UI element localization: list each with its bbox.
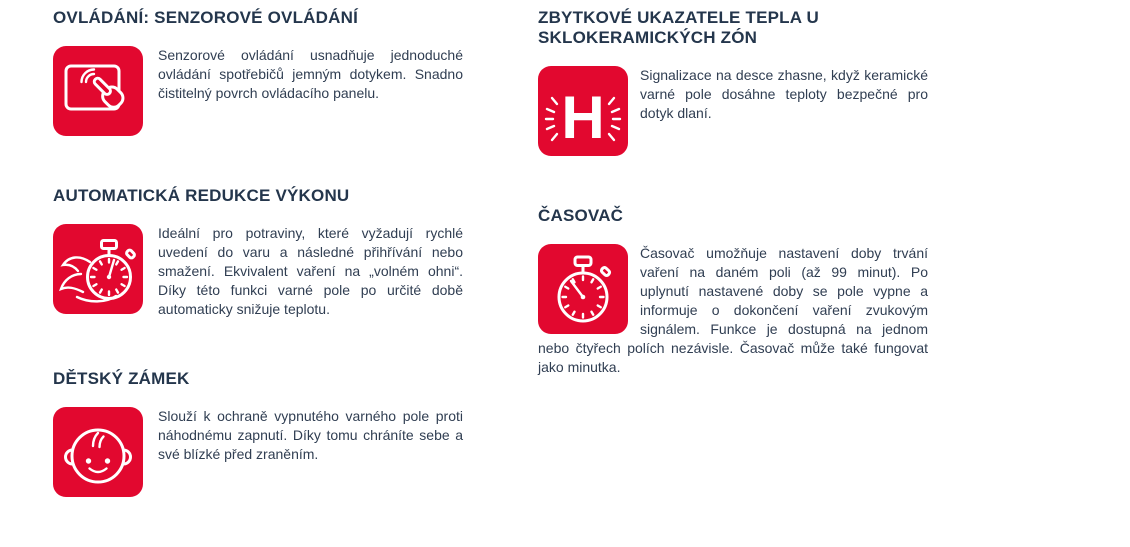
feature-power-reduction <box>53 186 463 319</box>
feature-timer <box>538 206 928 377</box>
feature-heading: ČASOVAČ <box>538 206 624 225</box>
feature-child-lock <box>53 369 463 497</box>
child-lock-icon <box>53 407 143 497</box>
feature-body <box>538 244 928 377</box>
feature-description: Signalizace na desce zhasne, když keramické varné pole dosáhne teploty bezpečné pro dotyk dlaní. <box>640 67 928 121</box>
feature-heading: DĚTSKÝ ZÁMEK <box>53 369 190 388</box>
feature-residual-heat <box>538 8 928 156</box>
feature-heading: ZBYTKOVÉ UKAZATELE TEPLA U SKLOKERAMICKÝCH ZÓN <box>538 8 819 47</box>
feature-body <box>53 407 463 497</box>
feature-description: Ideální pro potraviny, které vyžadují rychlé uvedení do varu a následné přihřívání nebo smažení. Ekvivalent vaření na „volném ohni“. Díky této funkci varné pole po určité době automaticky snižuje teplotu. <box>158 225 463 317</box>
feature-heading: AUTOMATICKÁ REDUKCE VÝKONU <box>53 186 350 205</box>
feature-heading: OVLÁDÁNÍ: SENZOROVÉ OVLÁDÁNÍ <box>53 8 359 27</box>
feature-description: Časovač umožňuje nastavení doby trvání vaření na daném poli (až 99 minut). Po uplynutí nastavené doby se pole vypne a informuje o dokončení vaření zvukovým signálem. Funkce je dostupná na jednom nebo čtyřech polích nezávisle. Časovač může také fungovat jako minutka. <box>538 245 928 375</box>
feature-sensor-control <box>53 8 463 136</box>
feature-body <box>538 66 928 156</box>
feature-description: Senzorové ovládání usnadňuje jednoduché ovládání spotřebičů jemným dotykem. Snadno čistitelný povrch ovládacího panelu. <box>158 47 463 101</box>
touch-control-icon <box>53 46 143 136</box>
left-column <box>53 8 463 547</box>
timer-stopwatch-icon <box>538 244 628 334</box>
feature-body <box>53 46 463 136</box>
residual-heat-icon <box>538 66 628 156</box>
feature-body <box>53 224 463 319</box>
fast-boil-stopwatch-icon <box>53 224 143 314</box>
residual-heat-letter: H <box>561 84 605 151</box>
feature-description: Slouží k ochraně vypnutého varného pole proti náhodnému zapnutí. Díky tomu chráníte sebe a své blízké před zraněním. <box>158 408 463 462</box>
right-column <box>538 8 928 547</box>
